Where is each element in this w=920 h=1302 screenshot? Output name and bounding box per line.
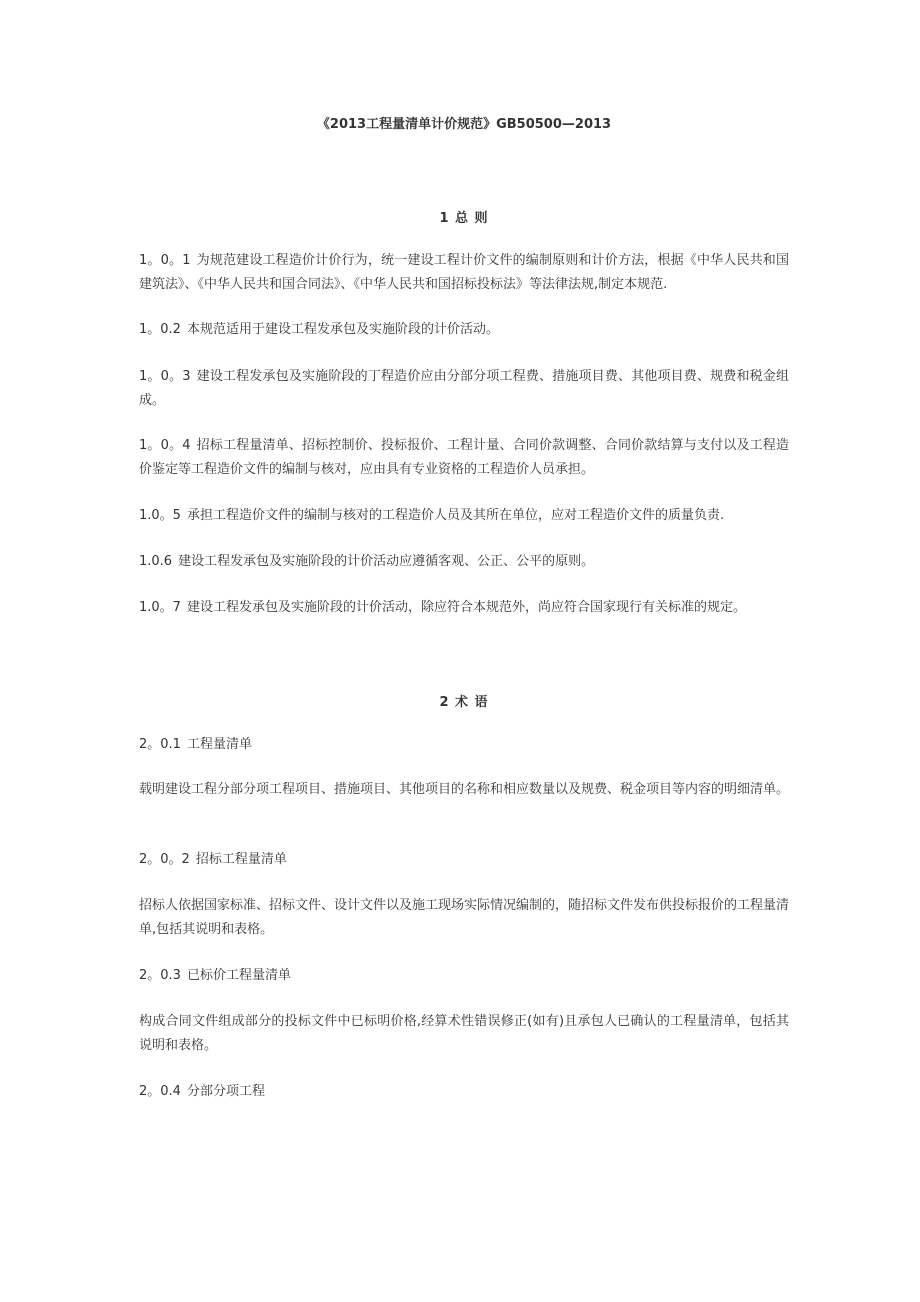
term-title: 工程量清单 <box>186 737 252 752</box>
term-2-0-2-title <box>139 848 789 872</box>
term-2-0-2-definition: 招标人依据国家标准、招标文件、设计文件以及施工现场实际情况编制的，随招标文件发布供投标报价的工程量清单,包括其说明和表格。 <box>139 898 790 937</box>
clause-number: 1。0.2 <box>139 322 181 337</box>
term-title: 招标工程量清单 <box>195 852 287 867</box>
clause-1-0-3 <box>139 365 789 413</box>
term-2-0-4-title <box>139 1080 789 1104</box>
term-number: 2。0.1 <box>139 737 181 752</box>
term-number: 2。0。2 <box>139 852 190 867</box>
clause-1-0-2 <box>139 318 789 342</box>
clause-text: 为规范建设工程造价计价行为，统一建设工程计价文件的编制原则和计价方法，根据《中华人民共和国建筑法》、《中华人民共和国合同法》、《中华人民共和国招标投标法》等法律法规,制定本规范. <box>139 253 789 292</box>
term-2-0-1-definition: 载明建设工程分部分项工程项目、措施项目、其他项目的名称和相应数量以及规费、税金项目等内容的明细清单。 <box>139 782 790 797</box>
clause-number: 1.0。5 <box>139 508 181 523</box>
clause-text: 本规范适用于建设工程发承包及实施阶段的计价活动。 <box>186 322 499 337</box>
term-title: 已标价工程量清单 <box>186 968 291 983</box>
clause-number: 1。0。4 <box>139 438 191 453</box>
section-2-heading: 2 术 语 <box>439 695 489 710</box>
clause-1-0-5 <box>139 504 789 528</box>
clause-text: 招标工程量清单、招标控制价、投标报价、工程计量、合同价款调整、合同价款结算与支付以及工程造价鉴定等工程造价文件的编制与核对，应由具有专业资格的工程造价人员承担。 <box>139 438 789 477</box>
clause-text: 建设工程发承包及实施阶段的丁程造价应由分部分项工程费、措施项目费、其他项目费、规费和税金组成。 <box>139 369 789 408</box>
term-2-0-1-title <box>139 733 789 757</box>
clause-text: 建设工程发承包及实施阶段的计价活动应遵循客观、公正、公平的原则。 <box>178 554 595 569</box>
document-title: 《2013工程量清单计价规范》GB50500—2013 <box>316 117 612 132</box>
clause-1-0-7 <box>139 596 789 620</box>
term-2-0-3-definition: 构成合同文件组成部分的投标文件中已标明价格,经算术性错误修正(如有)且承包人已确认的工程量清单，包括其说明和表格。 <box>139 1014 789 1053</box>
term-number: 2。0.4 <box>139 1084 181 1099</box>
clause-1-0-1 <box>139 249 789 297</box>
section-1-heading: 1 总 则 <box>439 211 489 226</box>
clause-number: 1。0。3 <box>139 369 191 384</box>
clause-1-0-6 <box>139 550 789 574</box>
clause-number: 1。0。1 <box>139 253 191 268</box>
clause-text: 建设工程发承包及实施阶段的计价活动，除应符合本规范外，尚应符合国家现行有关标准的规定。 <box>186 600 746 615</box>
term-title: 分部分项工程 <box>186 1084 265 1099</box>
clause-1-0-4 <box>139 434 789 482</box>
clause-number: 1.0。7 <box>139 600 181 615</box>
clause-text: 承担工程造价文件的编制与核对的工程造价人员及其所在单位，应对工程造价文件的质量负责. <box>186 508 725 523</box>
term-2-0-3-title <box>139 964 789 988</box>
term-number: 2。0.3 <box>139 968 181 983</box>
clause-number: 1.0.6 <box>139 554 173 569</box>
